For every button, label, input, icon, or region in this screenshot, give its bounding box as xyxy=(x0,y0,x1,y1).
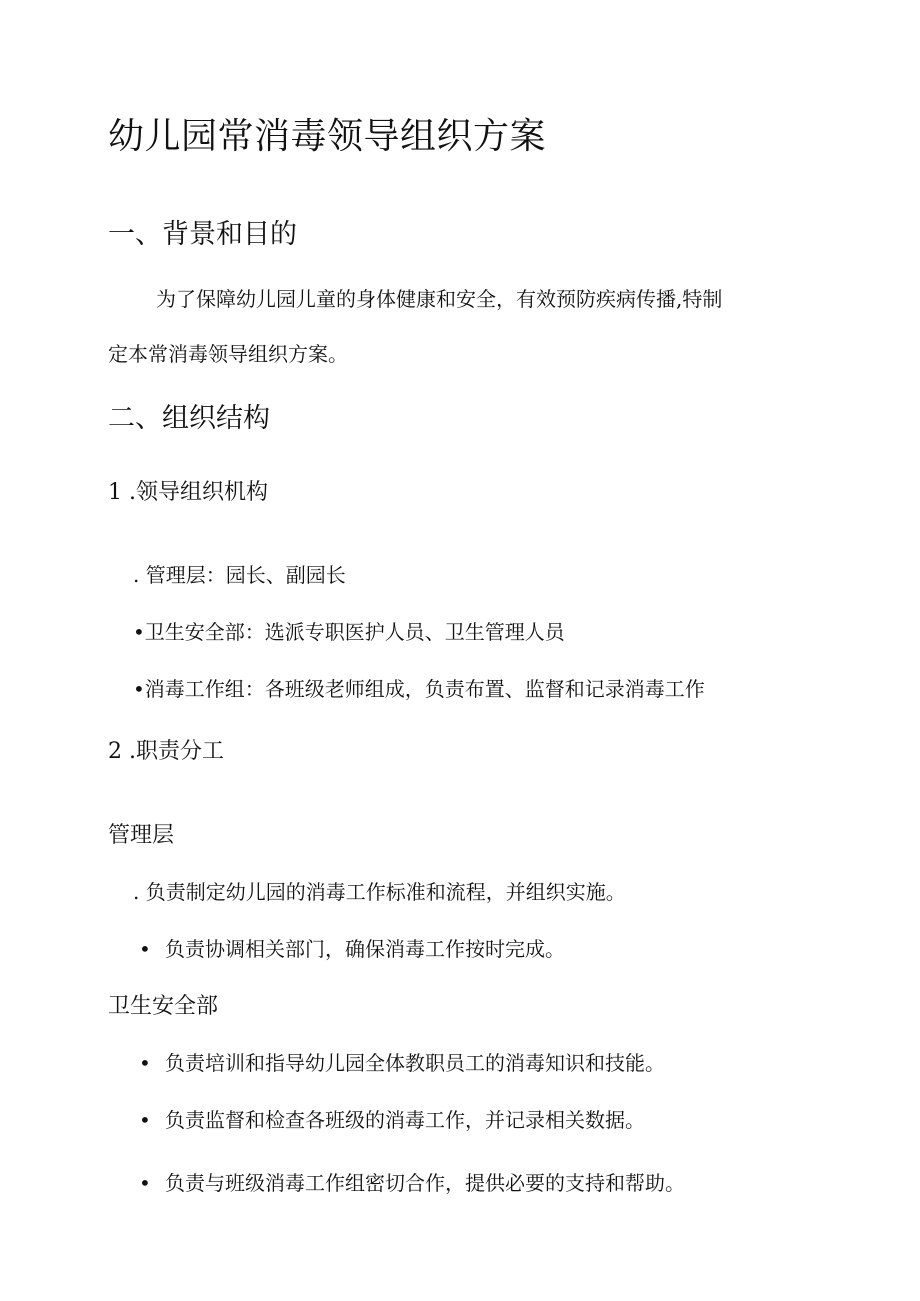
list-item xyxy=(139,1053,665,1073)
subsection-heading-duties: 2 .职责分工 xyxy=(108,739,224,764)
list-item: . 管理层：园长、副园长 xyxy=(133,563,346,587)
list-item: •消毒工作组：各班级老师组成，负责布置、监督和记录消毒工作 xyxy=(133,677,705,701)
group-heading-health-safety: 卫生安全部 xyxy=(108,994,219,1019)
list-item xyxy=(139,1173,685,1193)
paragraph-line: 定本常消毒领导组织方案。 xyxy=(108,342,348,366)
paragraph-line: 为了保障幼儿园儿童的身体健康和安全，有效预防疾病传播,特制 xyxy=(156,287,723,311)
section-heading-background: 一、背景和目的 xyxy=(108,219,297,250)
group-heading-management: 管理层 xyxy=(108,823,175,848)
list-item-text: 负责与班级消毒工作组密切合作，提供必要的支持和帮助。 xyxy=(165,1171,685,1195)
bullet-icon: • xyxy=(139,1051,151,1075)
subsection-heading-organization: 1 .领导组织机构 xyxy=(108,480,268,505)
list-item: •卫生安全部：选派专职医护人员、卫生管理人员 xyxy=(133,620,565,644)
list-item xyxy=(139,1110,645,1130)
document-title: 幼儿园常消毒领导组织方案 xyxy=(108,116,547,157)
bullet-icon: • xyxy=(139,1171,151,1195)
list-item xyxy=(139,939,565,959)
bullet-icon: • xyxy=(139,937,151,961)
list-item-text: 负责培训和指导幼儿园全体教职员工的消毒知识和技能。 xyxy=(165,1051,665,1075)
section-heading-structure: 二、组织结构 xyxy=(108,403,270,434)
list-item-text: 负责协调相关部门，确保消毒工作按时完成。 xyxy=(165,937,565,961)
bullet-icon: • xyxy=(139,1108,151,1132)
list-item: . 负责制定幼儿园的消毒工作标准和流程，并组织实施。 xyxy=(133,880,626,904)
list-item-text: 负责监督和检查各班级的消毒工作，并记录相关数据。 xyxy=(165,1108,645,1132)
